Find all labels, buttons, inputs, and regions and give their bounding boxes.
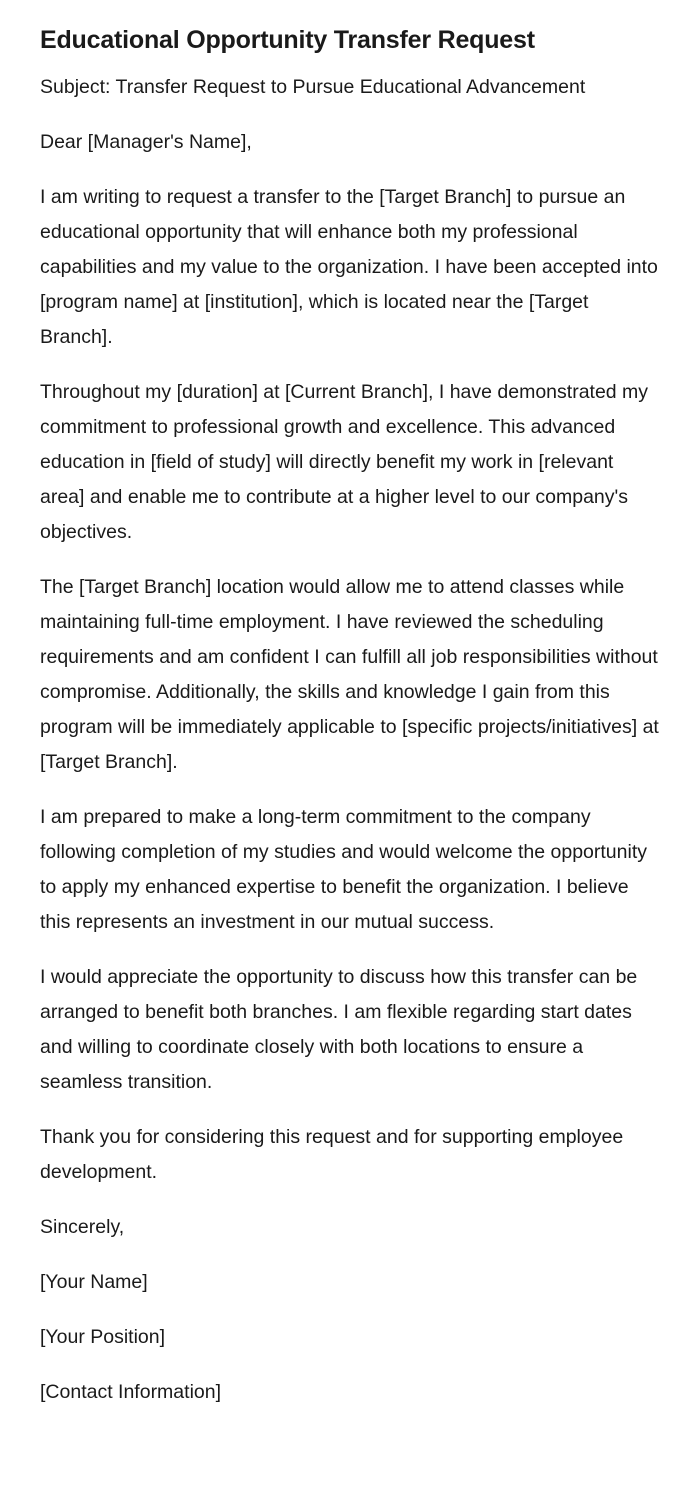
body-paragraph-1: I am writing to request a transfer to the [Target Branch] to pursue an educational opportunity that will enhance both my professional capabilities and my value to the organization. I have been accepted into [program name] at [institution], which is located near the [Target Branch]. <box>40 186 658 348</box>
body-paragraph-5: I would appreciate the opportunity to discuss how this transfer can be arranged to benefit both branches. I am flexible regarding start dates and willing to coordinate closely with both locations to ensure a seamless transition. <box>40 966 638 1093</box>
letter-title: Educational Opportunity Transfer Request <box>40 26 535 54</box>
signature-name: [Your Name] <box>40 1271 148 1293</box>
body-paragraph-6: Thank you for considering this request and for supporting employee development. <box>40 1126 624 1183</box>
signature-position: [Your Position] <box>40 1326 166 1348</box>
letter-closing: Sincerely, <box>40 1216 125 1238</box>
letter-subject: Subject: Transfer Request to Pursue Educational Advancement <box>40 76 586 98</box>
body-paragraph-2: Throughout my [duration] at [Current Branch], I have demonstrated my commitment to professional growth and excellence. This advanced education in [field of study] will directly benefit my work in [relevant area] and enable me to contribute at a higher level to our company's objectives. <box>40 381 649 543</box>
body-paragraph-4: I am prepared to make a long-term commitment to the company following completion of my studies and would welcome the opportunity to apply my enhanced expertise to benefit the organization. I believe this represents an investment in our mutual success. <box>40 806 647 933</box>
letter-salutation: Dear [Manager's Name], <box>40 131 252 153</box>
body-paragraph-3: The [Target Branch] location would allow me to attend classes while maintaining full-time employment. I have reviewed the scheduling requirements and am confident I can fulfill all job responsibilities without compromise. Additionally, the skills and knowledge I gain from this program will be immediately applicable to [specific projects/initiatives] at [Target Branch]. <box>40 576 659 773</box>
signature-contact: [Contact Information] <box>40 1381 222 1403</box>
